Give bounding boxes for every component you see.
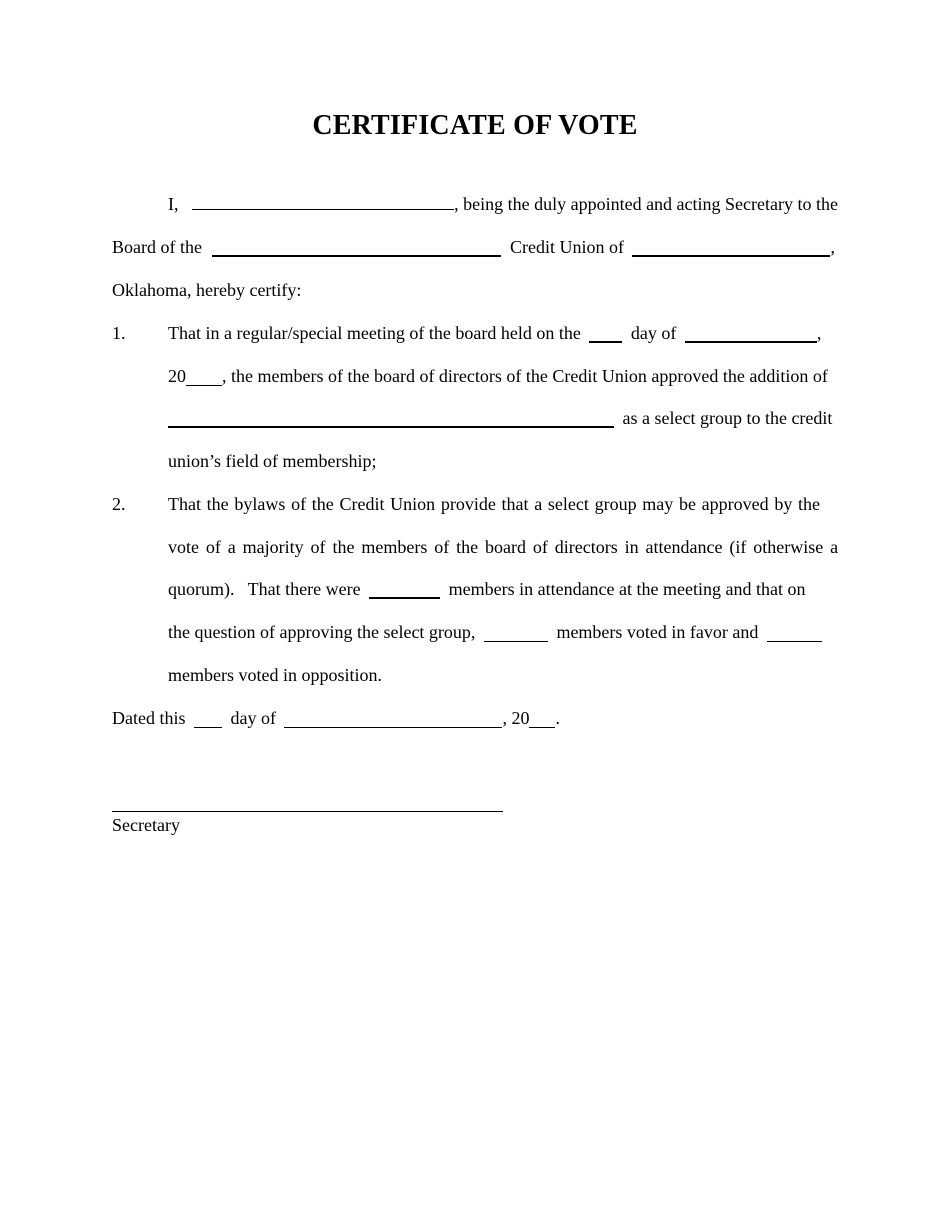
- meeting-month-field[interactable]: [685, 323, 817, 343]
- item-2-line-3: [168, 576, 838, 602]
- meeting-day-field[interactable]: [589, 323, 622, 343]
- attendance-count-field[interactable]: [369, 579, 440, 599]
- intro-line2-suffix: ,: [830, 237, 835, 257]
- item-2-number: 2.: [112, 494, 126, 514]
- select-group-name-field[interactable]: [168, 408, 614, 428]
- meeting-year-field[interactable]: [186, 367, 222, 386]
- dated-prefix: Dated this: [112, 708, 186, 728]
- item2-line4-prefix: the question of approving the select group,: [168, 622, 476, 642]
- item2-line2-text: vote of a majority of the members of the board of directors in attendance (if otherwise a: [168, 537, 839, 557]
- city-field[interactable]: [632, 237, 830, 257]
- item-1-line-2: [168, 363, 838, 389]
- dated-year-prefix: , 20: [502, 708, 530, 728]
- item-2-line-2: [168, 534, 838, 560]
- intro-line1-suffix: , being the duly appointed and acting Secretary to the: [454, 194, 838, 214]
- dated-year-field[interactable]: [529, 709, 555, 728]
- document-title: CERTIFICATE OF VOTE: [312, 110, 638, 141]
- item-1-line-3: [168, 405, 838, 431]
- item-1-line-4: [168, 448, 376, 474]
- dated-middle: day of: [230, 708, 276, 728]
- votes-in-favor-field[interactable]: [484, 623, 548, 642]
- signature-label: Secretary: [112, 815, 180, 835]
- intro-prefix: I,: [168, 194, 179, 214]
- item1-line3-suffix: as a select group to the credit: [622, 408, 833, 428]
- dated-day-field[interactable]: [194, 709, 222, 728]
- intro-line3-text: Oklahoma, hereby certify:: [112, 280, 302, 300]
- intro-line2-middle: Credit Union of: [509, 237, 624, 257]
- item2-line4-middle: members voted in favor and: [556, 622, 759, 642]
- intro-line2-prefix: Board of the: [112, 237, 202, 257]
- item1-line2-prefix: 20: [168, 366, 186, 386]
- item-1-number: 1.: [112, 323, 126, 343]
- dated-suffix: .: [555, 708, 560, 728]
- board-name-field[interactable]: [212, 237, 501, 257]
- item2-line5-text: members voted in opposition.: [168, 665, 382, 685]
- item-2-line-5: [168, 662, 382, 688]
- item-1-line-1: [168, 320, 838, 346]
- votes-in-opposition-field[interactable]: [767, 623, 822, 642]
- item-2-line-1: [168, 491, 838, 517]
- secretary-name-field[interactable]: [192, 191, 454, 210]
- item1-line2-suffix: , the members of the board of directors of the Credit Union approved the addition of: [222, 366, 828, 386]
- item1-line1-suffix: ,: [816, 323, 822, 343]
- item2-line3-suffix: members in attendance at the meeting and that on: [448, 579, 806, 599]
- item1-line1-middle: day of: [630, 323, 677, 343]
- item2-line3-prefix: quorum). That there were: [168, 579, 361, 599]
- intro-line-2: [112, 234, 838, 260]
- intro-line-1: [168, 191, 838, 217]
- dated-line: [112, 705, 560, 731]
- item1-line4-text: union’s field of membership;: [168, 451, 377, 471]
- dated-month-field[interactable]: [284, 709, 502, 728]
- item2-line1-text: That the bylaws of the Credit Union provide that a select group may be approved by the: [168, 494, 821, 514]
- item1-line1-prefix: That in a regular/special meeting of the board held on the: [168, 323, 581, 343]
- intro-line-3: [112, 277, 301, 303]
- item-2-line-4: [168, 619, 838, 645]
